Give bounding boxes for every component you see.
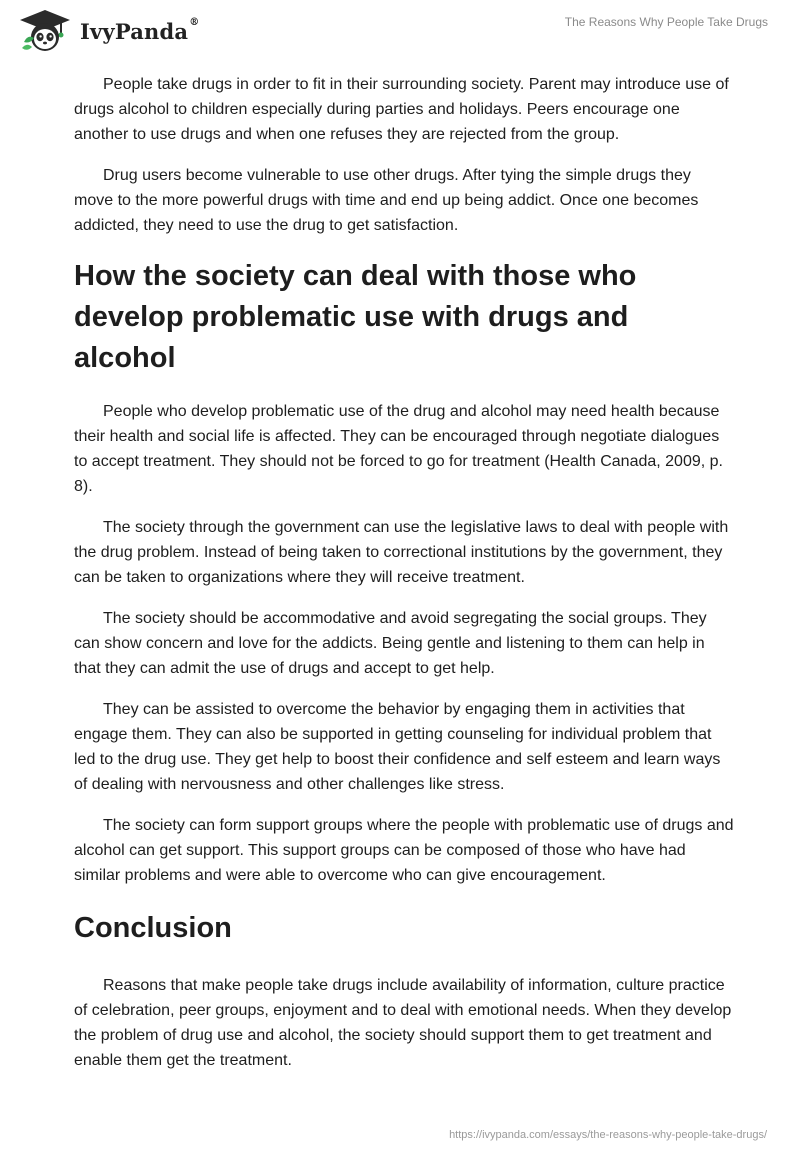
paragraph: The society should be accommodative and avoid segregating the social groups. They can show concern and love for the addicts. Being gentle and listening to them can help in that they can admit the use of drugs and accept to get help.	[74, 610, 707, 677]
paragraph: People who develop problematic use of the drug and alcohol may need health because their health and social life is affected. They can be encouraged through negotiate dialogues to accept treatment. They should not be forced to go for treatment (Health Canada, 2009, p. 8).	[74, 403, 723, 495]
brand-name-text: IvyPanda	[80, 18, 189, 44]
panda-logo-icon	[16, 8, 74, 54]
paragraph: People take drugs in order to fit in their surrounding society. Parent may introduce use of drugs alcohol to children especially during parties and holidays. Peers encourage one another to use drugs and when one refuses they are rejected from the group.	[74, 76, 729, 143]
section-heading: How the society can deal with those who develop problematic use with drugs and alcohol	[74, 260, 637, 374]
paragraph: They can be assisted to overcome the behavior by engaging them in activities that engage them. They can also be supported in getting counseling for individual problem that led to the drug use. They get help to boost their confidence and self esteem and learn ways of dealing with nervousness and other challenges like stress.	[74, 701, 721, 793]
brand-name	[80, 16, 200, 44]
paragraph: Reasons that make people take drugs include availability of information, culture practice of celebration, peer groups, enjoyment and to deal with emotional needs. When they develop the problem of drug use and alcohol, the society should support them to get treatment and enable them get the treatment.	[74, 977, 732, 1069]
document-title: The Reasons Why People Take Drugs	[564, 15, 768, 29]
paragraph: The society through the government can use the legislative laws to deal with people with the drug problem. Instead of being taken to correctional institutions by the government, they can be taken to organizations where they will receive treatment.	[74, 519, 729, 586]
brand-logo[interactable]	[16, 7, 199, 55]
footer-url[interactable]: https://ivypanda.com/essays/the-reasons-why-people-take-drugs/	[449, 1129, 767, 1141]
page-header	[0, 0, 800, 60]
conclusion-heading: Conclusion	[74, 912, 232, 944]
paragraph: Drug users become vulnerable to use other drugs. After tying the simple drugs they move to the more powerful drugs with time and end up being addict. Once one becomes addicted, they need to use the drug to get satisfaction.	[74, 167, 699, 234]
paragraph: The society can form support groups where the people with problematic use of drugs and alcohol can get support. This support groups can be composed of those who have had similar problems and were able to overcome who can give encouragement.	[74, 817, 734, 884]
essay-content	[74, 72, 734, 1089]
registered-mark: ®	[189, 16, 200, 28]
